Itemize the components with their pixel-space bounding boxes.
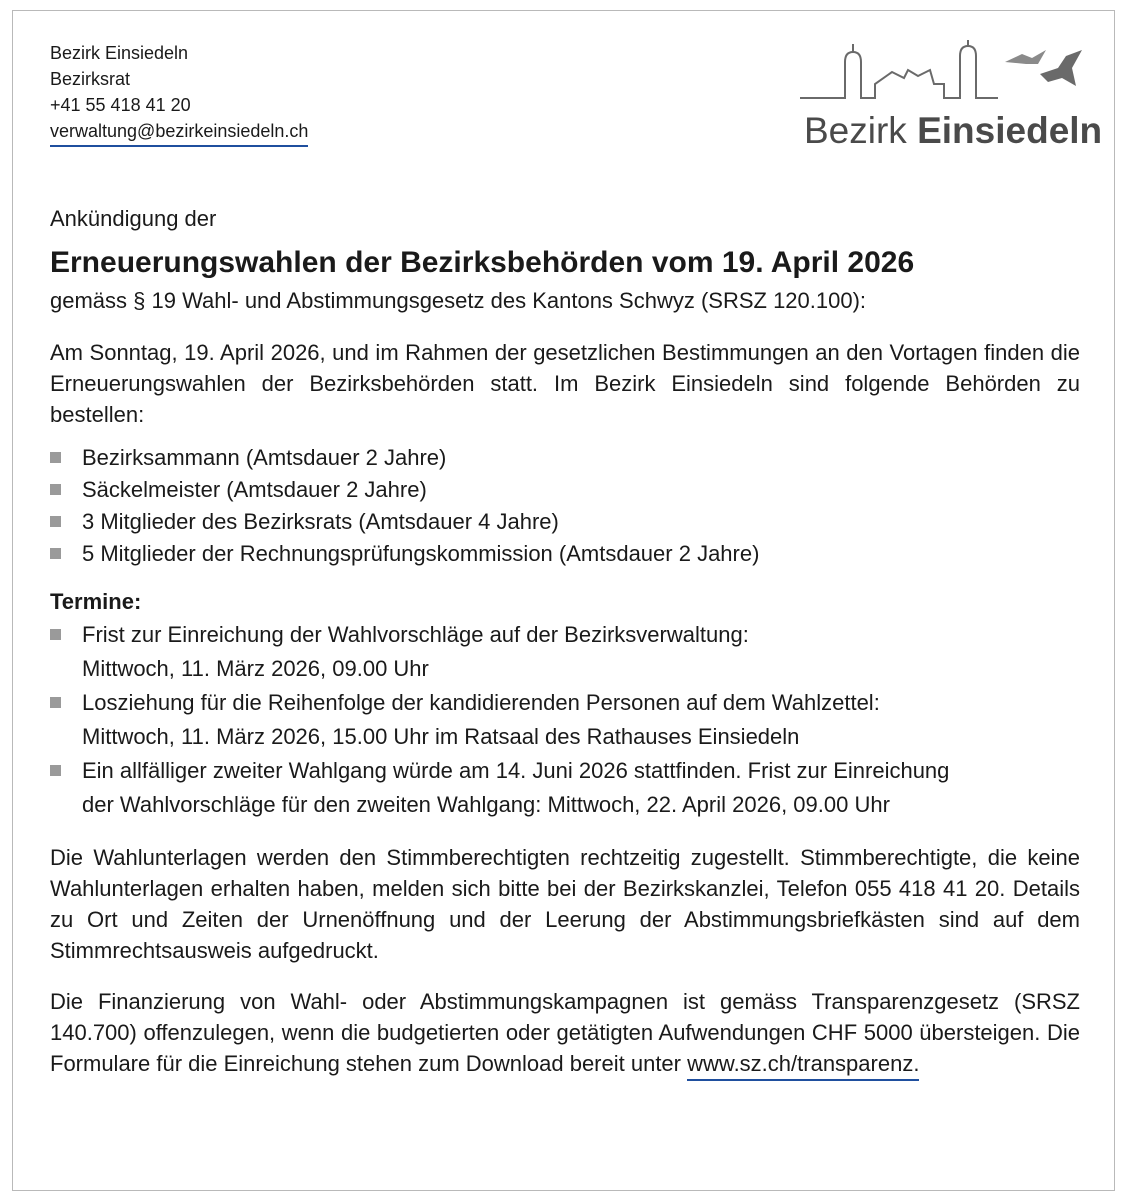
square-bullet-icon bbox=[50, 697, 61, 708]
square-bullet-icon bbox=[50, 452, 61, 463]
paragraph-intro: Am Sonntag, 19. April 2026, und im Rahmen der gesetzlichen Bestimmungen an den Vortagen finden die Erneuerungswahlen der Bezirksbehörden statt. Im Bezirk Einsiedeln sind folgende Behörden zu bestellen: bbox=[50, 340, 1080, 427]
sender-block bbox=[50, 40, 308, 147]
square-bullet-icon bbox=[50, 629, 61, 640]
list-item bbox=[50, 618, 1080, 686]
office-label: 3 Mitglieder des Bezirksrats (Amtsdauer 4 Jahre) bbox=[82, 509, 559, 534]
paragraph-financing bbox=[50, 986, 1080, 1081]
termin-line-2: Mittwoch, 11. März 2026, 15.00 Uhr im Ratsaal des Rathauses Einsiedeln bbox=[82, 724, 800, 749]
paragraph-documents: Die Wahlunterlagen werden den Stimmberechtigten rechtzeitig zugestellt. Stimmberechtigte, die keine Wahlunterlagen erhalten haben, melden sich bitte bei der Bezirkskanzlei, Telefon 055 418 41 20. Details zu Ort und Zeiten der Urnenöffnung und der Leerung der Abstimmungsbriefkästen sind auf dem Stimmrechtsausweis aufgedruckt. bbox=[50, 845, 1080, 963]
bezirk-logo bbox=[800, 40, 1103, 155]
announcement-title: Erneuerungswahlen der Bezirksbehörden vom 19. April 2026 bbox=[50, 246, 915, 279]
logo-word-bold: Einsiedeln bbox=[917, 110, 1103, 151]
termin-line-1: Frist zur Einreichung der Wahlvorschläge auf der Bezirksverwaltung: bbox=[82, 622, 749, 647]
termine-heading: Termine: bbox=[50, 589, 142, 614]
office-label: Bezirksammann (Amtsdauer 2 Jahre) bbox=[82, 445, 447, 470]
square-bullet-icon bbox=[50, 516, 61, 527]
transparency-link[interactable]: www.sz.ch/transparenz. bbox=[687, 1048, 919, 1081]
announcement-intro: Ankündigung der bbox=[50, 206, 217, 231]
termin-line-2: der Wahlvorschläge für den zweiten Wahlgang: Mittwoch, 22. April 2026, 09.00 Uhr bbox=[82, 792, 890, 817]
sender-dept: Bezirksrat bbox=[50, 69, 131, 89]
square-bullet-icon bbox=[50, 484, 61, 495]
list-item bbox=[50, 754, 1080, 822]
list-item bbox=[50, 506, 1080, 538]
termin-line-1: Ein allfälliger zweiter Wahlgang würde am 14. Juni 2026 stattfinden. Frist zur Einreichung bbox=[82, 758, 950, 783]
square-bullet-icon bbox=[50, 765, 61, 776]
list-item bbox=[50, 686, 1080, 754]
square-bullet-icon bbox=[50, 548, 61, 559]
termin-line-1: Losziehung für die Reihenfolge der kandidierenden Personen auf dem Wahlzettel: bbox=[82, 690, 880, 715]
office-label: 5 Mitglieder der Rechnungsprüfungskommission (Amtsdauer 2 Jahre) bbox=[82, 541, 760, 566]
legal-basis: gemäss § 19 Wahl- und Abstimmungsgesetz des Kantons Schwyz (SRSZ 120.100): bbox=[50, 288, 867, 313]
list-item bbox=[50, 474, 1080, 506]
sender-phone: +41 55 418 41 20 bbox=[50, 95, 191, 115]
termine-list bbox=[50, 618, 1080, 822]
list-item bbox=[50, 442, 1080, 474]
financing-text: Die Finanzierung von Wahl- oder Abstimmungskampagnen ist gemäss Transparenzgesetz (SRSZ 140.700) offenzulegen, wenn die budgetierten oder getätigten Aufwendungen CHF 5000 übersteigen. Die Formulare für die Einreichung stehen zum Download bereit unter bbox=[50, 989, 1080, 1076]
announcement-body bbox=[50, 205, 1080, 1081]
sender-email-link[interactable]: verwaltung@bezirkeinsiedeln.ch bbox=[50, 118, 308, 147]
office-label: Säckelmeister (Amtsdauer 2 Jahre) bbox=[82, 477, 427, 502]
list-item bbox=[50, 538, 1080, 570]
offices-list bbox=[50, 442, 1080, 570]
logo-wordmark bbox=[804, 110, 1102, 152]
sender-org: Bezirk Einsiedeln bbox=[50, 43, 189, 63]
skyline-birds-icon bbox=[800, 40, 1090, 110]
logo-word-light: Bezirk bbox=[804, 110, 907, 151]
termin-line-2: Mittwoch, 11. März 2026, 09.00 Uhr bbox=[82, 656, 429, 681]
